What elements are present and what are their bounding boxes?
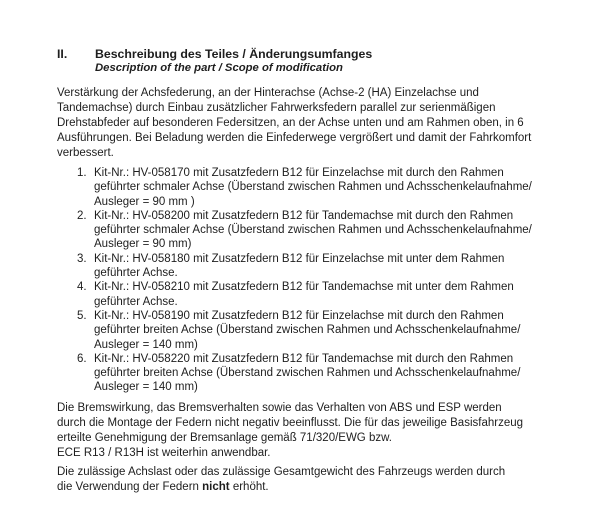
kit-item-line: Ausleger = 140 mm) [94, 381, 198, 394]
kit-item-1 [77, 166, 556, 209]
axle-load-text-post: erhöht. [229, 480, 269, 493]
kit-item-text [94, 252, 504, 281]
kit-item-text [94, 309, 520, 352]
intro-paragraph [57, 86, 556, 161]
brakes-line: Die Bremswirkung, das Bremsverhalten sowie das Verhalten von ABS und ESP werden [57, 401, 502, 414]
kit-item-2 [77, 209, 556, 252]
kit-item-line: geführter breiten Achse (Überstand zwischen Rahmen und Achsschenkelaufnahme/ [94, 367, 521, 380]
kit-item-line: Kit-Nr.: HV-058180 mit Zusatzfedern B12 für Einzelachse mit unter dem Rahmen [94, 252, 505, 265]
section-number: II. [57, 47, 68, 61]
kit-item-line: Ausleger = 90 mm ) [94, 195, 195, 208]
intro-line: Ausführungen. Bei Beladung werden die Einfederwege vergrößert und damit der Fahrkomfort [57, 132, 532, 144]
kit-number-list [77, 166, 556, 395]
section-heading [57, 47, 556, 75]
kit-item-4 [77, 280, 556, 309]
kit-item-line: geführter Achse. [94, 295, 178, 308]
brakes-line: erteilte Genehmigung der Bremsanlage gemäß 71/320/EWG bzw. [57, 431, 392, 444]
kit-item-3 [77, 252, 556, 281]
brakes-line: ECE R13 / R13H ist weiterhin anwendbar. [57, 446, 271, 459]
kit-item-line: Ausleger = 90 mm) [94, 238, 192, 251]
kit-item-line: geführter schmaler Achse (Überstand zwischen Rahmen und Achsschenkelaufnahme/ [94, 181, 532, 194]
kit-item-text [94, 352, 520, 395]
kit-item-number: 3. [77, 252, 87, 265]
kit-item-line: Kit-Nr.: HV-058200 mit Zusatzfedern B12 für Tandemachse mit durch den Rahmen [94, 209, 514, 222]
axle-load-paragraph [57, 465, 556, 495]
kit-item-number: 6. [77, 352, 87, 365]
intro-line: verbessert. [57, 147, 114, 159]
brakes-line: durch die Montage der Federn nicht negativ beeinflusst. Die für das jeweilige Basisfahrzeug [57, 416, 524, 429]
kit-item-line: geführter breiten Achse (Überstand zwischen Rahmen und Achsschenkelaufnahme/ [94, 324, 521, 337]
kit-item-line: Kit-Nr.: HV-058190 mit Zusatzfedern B12 für Einzelachse mit durch den Rahmen [94, 309, 504, 322]
kit-item-text [94, 280, 514, 309]
axle-load-text-bold: nicht [202, 480, 230, 493]
kit-item-line: Kit-Nr.: HV-058220 mit Zusatzfedern B12 für Tandemachse mit durch den Rahmen [94, 352, 514, 365]
kit-item-number: 4. [77, 281, 87, 294]
kit-item-text [94, 166, 532, 209]
axle-load-text-pre: die Verwendung der Federn [57, 480, 203, 493]
kit-item-line: Ausleger = 140 mm) [94, 338, 198, 351]
axle-load-line [57, 480, 556, 495]
intro-line: Verstärkung der Achsfederung, an der Hinterachse (Achse-2 (HA) Einzelachse und [57, 87, 479, 99]
kit-item-number: 2. [77, 209, 87, 222]
kit-item-6 [77, 352, 556, 395]
kit-item-line: geführter Achse. [94, 267, 178, 280]
brakes-paragraph [57, 401, 556, 461]
kit-item-5 [77, 309, 556, 352]
kit-item-line: Kit-Nr.: HV-058210 mit Zusatzfedern B12 für Tandemachse mit unter dem Rahmen [94, 281, 514, 294]
kit-item-number: 5. [77, 309, 87, 322]
kit-item-text [94, 209, 532, 252]
section-title-de: Beschreibung des Teiles / Änderungsumfanges [95, 47, 373, 61]
kit-item-number: 1. [77, 167, 87, 179]
section-titles [95, 47, 372, 75]
section-title-en: Description of the part / Scope of modification [95, 62, 343, 74]
intro-line: Tandemachse) durch Einbau zusätzlicher Fahrwerksfedern parallel zur serienmäßigen [57, 102, 496, 114]
intro-line: Drehstabfeder auf besonderen Federsitzen, an der Achse unten und am Rahmen oben, in 6 [57, 117, 524, 129]
kit-item-line: Kit-Nr.: HV-058170 mit Zusatzfedern B12 für Einzelachse mit durch den Rahmen [94, 167, 504, 179]
axle-load-line: Die zulässige Achslast oder das zulässige Gesamtgewicht des Fahrzeugs werden durch [57, 465, 506, 478]
kit-item-line: geführter schmaler Achse (Überstand zwischen Rahmen und Achsschenkelaufnahme/ [94, 224, 532, 237]
